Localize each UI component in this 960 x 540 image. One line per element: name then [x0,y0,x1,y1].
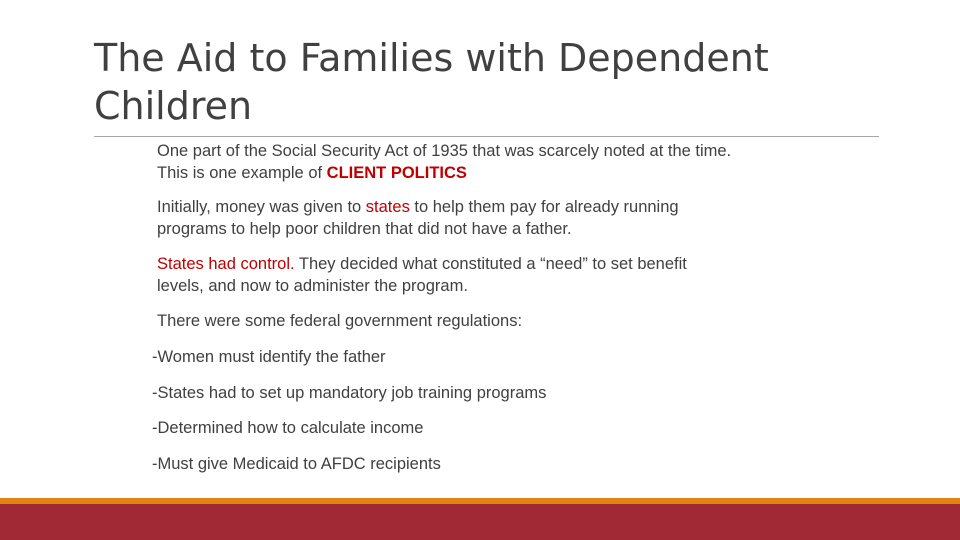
title-divider [94,136,879,137]
paragraph-text: to help them pay for already running [409,198,679,216]
states-control-highlight: States had control. [157,255,295,273]
paragraph-social-security [157,140,857,184]
regulation-item: -Women must identify the father [152,348,386,366]
paragraph-line: This is one example of [157,164,327,182]
regulation-item: -Must give Medicaid to AFDC recipients [152,455,441,473]
states-highlight: states [365,198,410,216]
paragraph-states-money [157,196,857,240]
paragraph-states-control [157,253,857,297]
client-politics-highlight: CLIENT POLITICS [326,164,467,182]
paragraph-line: levels, and now to administer the program. [157,277,468,295]
paragraph-regulations: There were some federal government regulations: [157,312,523,330]
regulation-item: -Determined how to calculate income [152,419,424,437]
footer-bar [0,504,960,540]
slide-title: The Aid to Families with Dependent Children [94,36,769,128]
paragraph-line: programs to help poor children that did not have a father. [157,220,572,238]
paragraph-text: Initially, money was given to [157,198,366,216]
regulation-item: -States had to set up mandatory job training programs [152,384,547,402]
paragraph-text: They decided what constituted a “need” to set benefit [294,255,687,273]
paragraph-line: One part of the Social Security Act of 1935 that was scarcely noted at the time. [157,142,732,160]
